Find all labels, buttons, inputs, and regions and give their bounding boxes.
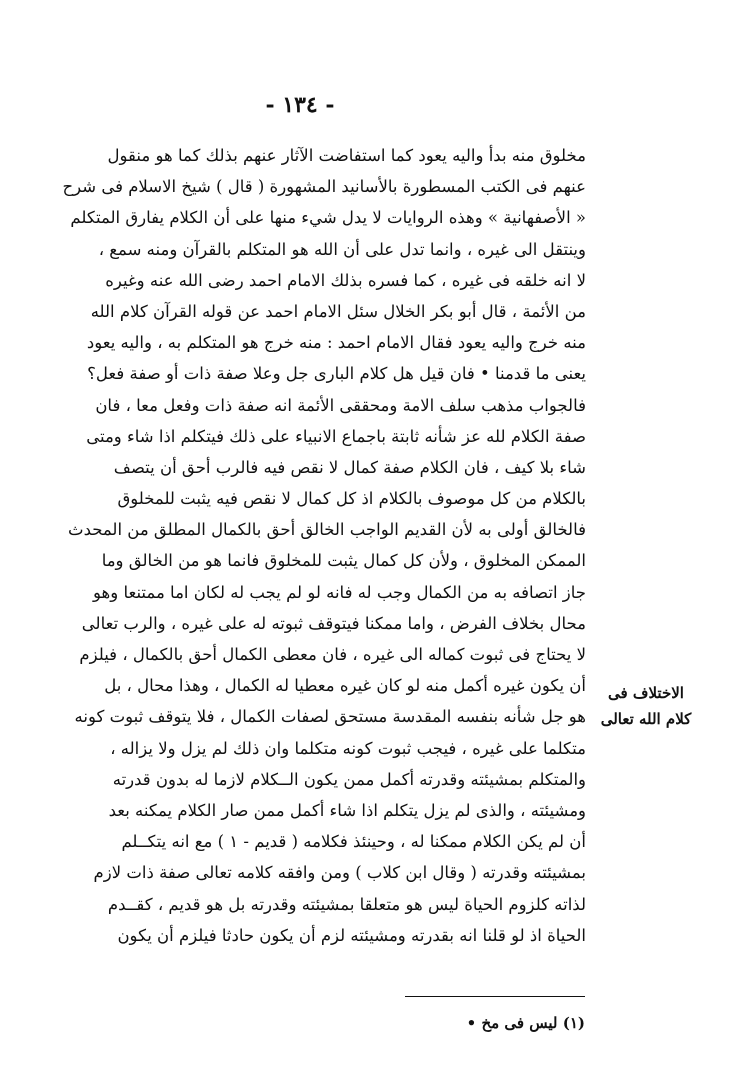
margin-heading-line: الاختلاف فى <box>608 684 684 702</box>
text-line: منه خرج واليه يعود فقال الامام احمد : منه خرج هو المتكلم به ، واليه يعود <box>86 333 586 353</box>
text-line: لا يحتاج فى ثبوت كماله الى غيره ، فان معطى الكمال أحق بالكمال ، فيلزم <box>79 645 586 664</box>
main-text-block <box>62 140 586 951</box>
footnote-divider <box>405 996 585 997</box>
text-line: « الأصفهانية » وهذه الروايات لا يدل شيء منها على أن الكلام يفارق المتكلم <box>70 208 586 228</box>
text-line: مخلوق منه بدأ واليه يعود كما استفاضت الآثار عنهم بذلك كما هو منقول <box>107 146 586 165</box>
text-line: الحياة اذ لو قلنا انه بقدرته ومشيئته لزم أن يكون حادثا فيلزم أن يكون <box>117 925 586 945</box>
text-line: يعنى ما قدمنا • فان قيل هل كلام البارى جل وعلا صفة ذات أو صفة فعل؟ <box>87 364 586 384</box>
text-line: من الأئمة ، قال أبو بكر الخلال سئل الامام احمد عن قوله القرآن كلام الله <box>90 301 586 321</box>
text-line: الممكن المخلوق ، ولأن كل كمال يثبت للمخلوق فانما هو من الخالق وما <box>101 551 586 571</box>
footnote: (١) ليس فى مخ • <box>466 1014 585 1032</box>
text-line: بمشيئته وقدرته ( وقال ابن كلاب ) ومن وافقه كلامه تعالى صفة ذات لازم <box>93 863 586 883</box>
text-line: أن يكون غيره أكمل منه لو كان غيره معطيا له الكمال ، وهذا محال ، بل <box>104 676 586 696</box>
text-line: لذاته كلزوم الحياة ليس هو متعلقا بمشيئته وقدرته بل هو قديم ، كقــدم <box>107 894 586 914</box>
text-line: متكلما على غيره ، فيجب ثبوت كونه متكلما وان ذلك لم يزل ولا يزاله ، <box>110 738 586 758</box>
margin-heading <box>596 680 696 732</box>
text-line: محال بخلاف الفرض ، واما ممكنا فيتوقف ثبوته له على غيره ، والرب تعالى <box>81 613 586 633</box>
text-line: جاز اتصافه به من الكمال وجب له فانه لو لم يجب له لكان اما ممتنعا وهو <box>93 582 586 602</box>
text-line: فالجواب مذهب سلف الامة ومحققى الأئمة انه صفة ذات وفعل معا ، فان <box>95 395 586 415</box>
text-line: صفة الكلام لله عز شأنه ثابتة باجماع الانبياء على ذلك فيتكلم اذا شاء ومتى <box>86 426 586 446</box>
text-line: لا انه خلقه فى غيره ، كما فسره بذلك الامام احمد رضى الله عنه وغيره <box>105 270 586 290</box>
text-line: فالخالق أولى به لأن القديم الواجب الخالق أحق بالكمال المطلق من المحدث <box>68 520 586 540</box>
text-line: أن لم يكن الكلام ممكنا له ، وحينئذ فكلامه ( قديم - ١ ) مع انه يتكــلم <box>121 832 586 852</box>
text-line: والمتكلم بمشيئته وقدرته أكمل ممن يكون الــكلام لازما له بدون قدرته <box>112 769 586 789</box>
text-line: هو جل شأنه بنفسه المقدسة مستحق لصفات الكمال ، فلا يتوقف ثبوت كونه <box>74 707 586 727</box>
page-number: - ١٣٤ - <box>265 92 335 118</box>
margin-heading-line: كلام الله تعالى <box>600 710 692 728</box>
text-line: شاء بلا كيف ، فان الكلام صفة كمال لا نقص فيه فالرب أحق أن يتصف <box>113 457 586 477</box>
text-line: وينتقل الى غيره ، وانما تدل على أن الله هو المتكلم بالقرآن ومنه سمع ، <box>98 239 586 259</box>
text-line: بالكلام من كل موصوف بالكلام اذ كل كمال لا نقص فيه يثبت للمخلوق <box>117 489 586 509</box>
text-line: عنهم فى الكتب المسطورة بالأسانيد المشهورة ( قال ) شيخ الاسلام فى شرح <box>62 177 586 197</box>
text-line: ومشيئته ، والذى لم يزل يتكلم اذا شاء أكمل ممن صار الكلام يمكنه بعد <box>108 800 586 820</box>
